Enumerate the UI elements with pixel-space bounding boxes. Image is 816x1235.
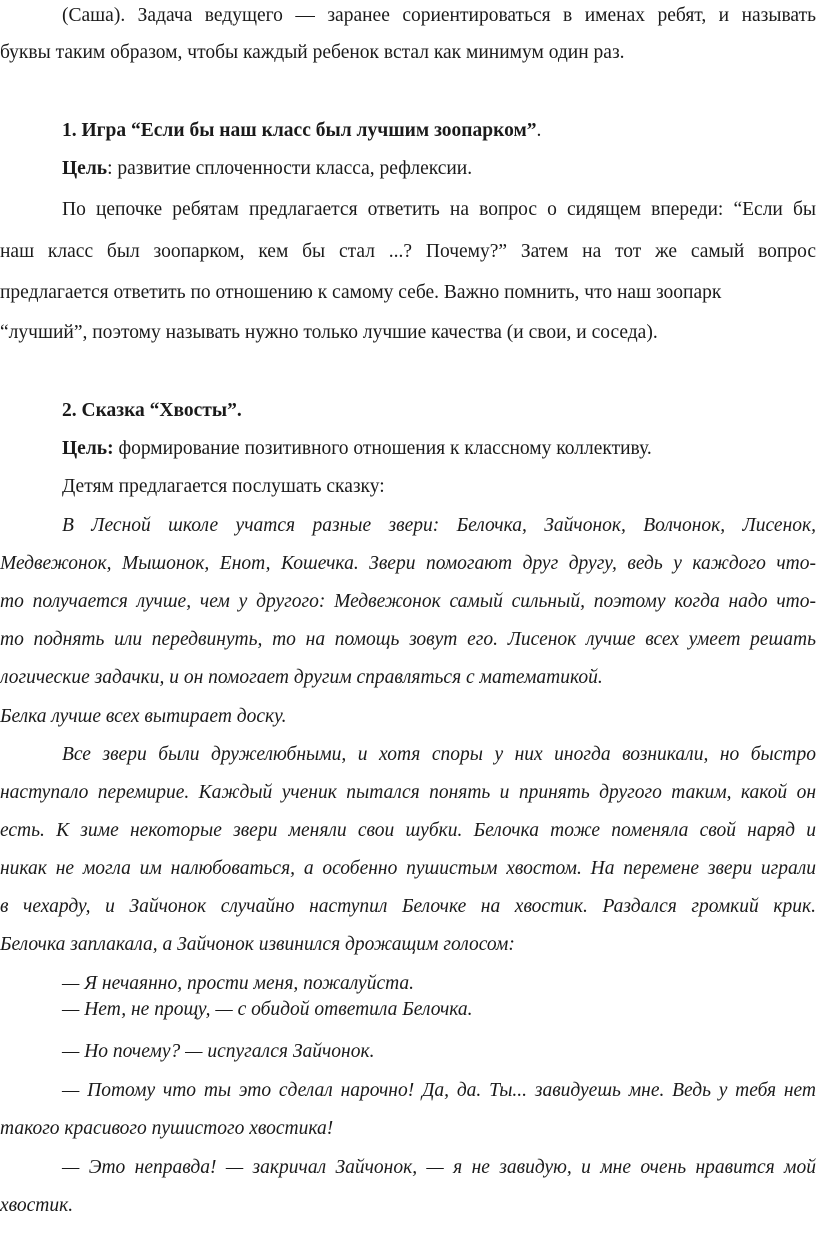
game1-goal-label: Цель (62, 158, 108, 179)
game1-line: наш класс был зоопарком, кем бы стал ...? Почему?” Затем на тот же самый вопрос (0, 241, 816, 262)
intro-line-2: буквы таким образом, чтобы каждый ребенок встал как минимум один раз. (0, 42, 625, 63)
tale-p1-line: Медвежонок, Мышонок, Енот, Кошечка. Звери помогают друг другу, ведь у каждого что- (0, 553, 816, 574)
tale-p2-line: Все звери были дружелюбными, и хотя споры у них иногда возникали, но быстро (62, 744, 816, 765)
tale-goal (62, 437, 816, 461)
dialogue-line: — Но почему? — испугался Зайчонок. (62, 1041, 375, 1062)
tale-p2-line: никак не могла им налюбоваться, а особенно пушистым хвостом. На перемене звери играли (0, 858, 816, 879)
tale-p2-line: есть. К зиме некоторые звери меняли свои шубки. Белочка тоже поменяла свой наряд и (0, 820, 816, 841)
tale-intro: Детям предлагается послушать сказку: (62, 476, 385, 497)
game1-heading-period: . (536, 120, 542, 141)
game1-line: По цепочке ребятам предлагается ответить на вопрос о сидящем впереди: “Если бы (62, 199, 816, 220)
dialogue-line: хвостик. (0, 1195, 74, 1216)
dialogue-line: — Потому что ты это сделал нарочно! Да, да. Ты... завидуешь мне. Ведь у тебя нет (62, 1080, 816, 1101)
game1-heading-text: 1. Игра “Если бы наш класс был лучшим зоопарком” (62, 120, 537, 141)
tale-p1-line: то поднять или передвинуть, то на помощь зовут его. Лисенок лучше всех умеет решать (0, 629, 816, 650)
intro-line-1: (Саша). Задача ведущего — заранее сориентироваться в именах ребят, и называть (62, 5, 816, 26)
tale-p1-line: то получается лучше, чем у другого: Медвежонок самый сильный, поэтому когда надо что- (0, 591, 816, 612)
game1-goal-text: : развитие сплоченности класса, рефлексии. (107, 158, 473, 179)
tale-p1-line: В Лесной школе учатся разные звери: Белочка, Зайчонок, Волчонок, Лисенок, (62, 515, 816, 536)
tale-p1-line: логические задачки, и он помогает другим справляться с математикой. (0, 667, 603, 688)
tale-goal-text: формирование позитивного отношения к классному коллективу. (113, 438, 652, 459)
dialogue-line: такого красивого пушистого хвостика! (0, 1118, 334, 1139)
dialogue-line: — Нет, не прощу, — с обидой ответила Белочка. (62, 999, 473, 1020)
game1-heading (62, 119, 816, 143)
tale-p2-line: наступало перемирие. Каждый ученик пытался понять и принять другого таким, какой он (0, 782, 816, 803)
game1-line: предлагается ответить по отношению к самому себе. Важно помнить, что наш зоопарк (0, 282, 722, 303)
tale-p2-line: Белочка заплакала, а Зайчонок извинился дрожащим голосом: (0, 934, 515, 955)
dialogue-line: — Это неправда! — закричал Зайчонок, — я не завидую, и мне очень нравится мой (62, 1157, 816, 1178)
game1-goal (62, 157, 816, 181)
tale-p1-line: Белка лучше всех вытирает доску. (0, 706, 287, 727)
game1-line: “лучший”, поэтому называть нужно только лучшие качества (и свои, и соседа). (0, 322, 658, 343)
tale-heading: 2. Сказка “Хвосты”. (62, 400, 242, 421)
dialogue-line: — Я нечаянно, прости меня, пожалуйста. (62, 973, 415, 994)
tale-goal-label: Цель: (62, 438, 114, 459)
tale-p2-line: в чехарду, и Зайчонок случайно наступил Белочке на хвостик. Раздался громкий крик. (0, 896, 816, 917)
